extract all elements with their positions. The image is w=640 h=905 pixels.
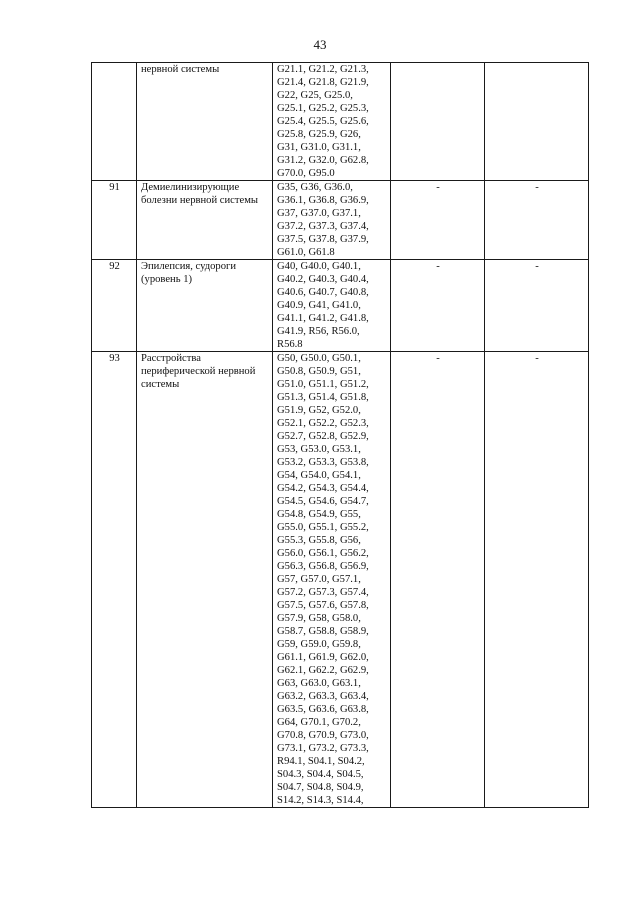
code-line: G73.1, G73.2, G73.3, [277, 743, 369, 754]
code-line: G21.1, G21.2, G21.3, [277, 64, 369, 75]
code-line: G41.1, G41.2, G41.8, [277, 313, 369, 324]
column-a-value: - [391, 181, 485, 260]
code-line: G40.2, G40.3, G40.4, [277, 274, 369, 285]
code-line: G54.5, G54.6, G54.7, [277, 496, 369, 507]
code-line: G53.2, G53.3, G53.8, [277, 457, 369, 468]
code-line: S14.2, S14.3, S14.4, [277, 795, 364, 806]
code-line: S04.3, S04.4, S04.5, [277, 769, 364, 780]
table-body [92, 63, 589, 808]
code-line: G40.9, G41, G41.0, [277, 300, 361, 311]
code-line: G57.9, G58, G58.0, [277, 613, 361, 624]
code-line: G63, G63.0, G63.1, [277, 678, 361, 689]
code-line: G50.8, G50.9, G51, [277, 366, 361, 377]
column-a-value: - [391, 352, 485, 808]
code-line: G61.1, G61.9, G62.0, [277, 652, 369, 663]
row-number: 91 [92, 181, 137, 260]
code-line: R56.8 [277, 339, 303, 350]
code-line: G57, G57.0, G57.1, [277, 574, 361, 585]
disease-group-name [137, 63, 273, 181]
code-line: G56.3, G56.8, G56.9, [277, 561, 369, 572]
code-line: G37.2, G37.3, G37.4, [277, 221, 369, 232]
code-line: G63.5, G63.6, G63.8, [277, 704, 369, 715]
column-a-value: - [391, 260, 485, 352]
page-number: 43 [313, 37, 327, 52]
code-line: G25.8, G25.9, G26, [277, 129, 361, 140]
code-line: G61.0, G61.8 [277, 247, 335, 258]
code-line: G55.0, G55.1, G55.2, [277, 522, 369, 533]
table-row [92, 352, 589, 808]
code-line: S04.7, S04.8, S04.9, [277, 782, 364, 793]
code-line: G50, G50.0, G50.1, [277, 353, 361, 364]
icd-codes [273, 181, 391, 260]
code-line: G53, G53.0, G53.1, [277, 444, 361, 455]
code-line: G21.4, G21.8, G21.9, [277, 77, 369, 88]
icd-codes [273, 63, 391, 181]
table-row [92, 63, 589, 181]
code-line: G36.1, G36.8, G36.9, [277, 195, 369, 206]
code-line: G25.4, G25.5, G25.6, [277, 116, 369, 127]
disease-group-name [137, 352, 273, 808]
row-number: 92 [92, 260, 137, 352]
code-line: G59, G59.0, G59.8, [277, 639, 361, 650]
code-line: G70.0, G95.0 [277, 168, 335, 179]
code-line: G40.6, G40.7, G40.8, [277, 287, 369, 298]
code-line: G55.3, G55.8, G56, [277, 535, 361, 546]
code-line: G54.2, G54.3, G54.4, [277, 483, 369, 494]
code-line: G52.7, G52.8, G52.9, [277, 431, 369, 442]
code-line: G37.5, G37.8, G37.9, [277, 234, 369, 245]
code-line: G31, G31.0, G31.1, [277, 142, 361, 153]
code-line: G51.3, G51.4, G51.8, [277, 392, 369, 403]
code-line: G35, G36, G36.0, [277, 182, 353, 193]
code-line: G51.9, G52, G52.0, [277, 405, 361, 416]
column-b-value [485, 63, 589, 181]
code-line: G62.1, G62.2, G62.9, [277, 665, 369, 676]
name-line: Демиелинизирующие [141, 182, 240, 193]
table-row [92, 181, 589, 260]
code-line: G22, G25, G25.0, [277, 90, 353, 101]
code-line: G58.7, G58.8, G58.9, [277, 626, 369, 637]
column-b-value: - [485, 260, 589, 352]
code-line: G25.1, G25.2, G25.3, [277, 103, 369, 114]
code-line: G31.2, G32.0, G62.8, [277, 155, 369, 166]
name-line: периферической нервной [141, 366, 256, 377]
code-line: G52.1, G52.2, G52.3, [277, 418, 369, 429]
code-line: G37, G37.0, G37.1, [277, 208, 361, 219]
code-line: G54.8, G54.9, G55, [277, 509, 361, 520]
code-line: G70.8, G70.9, G73.0, [277, 730, 369, 741]
row-number [92, 63, 137, 181]
row-number: 93 [92, 352, 137, 808]
diagnosis-table [91, 62, 589, 808]
column-b-value: - [485, 181, 589, 260]
column-a-value [391, 63, 485, 181]
name-line: Расстройства [141, 353, 201, 364]
code-line: G57.2, G57.3, G57.4, [277, 587, 369, 598]
name-line: (уровень 1) [141, 274, 193, 285]
code-line: G54, G54.0, G54.1, [277, 470, 361, 481]
code-line: G51.0, G51.1, G51.2, [277, 379, 369, 390]
icd-codes [273, 352, 391, 808]
name-line: нервной системы [141, 64, 220, 75]
table-row [92, 260, 589, 352]
code-line: G57.5, G57.6, G57.8, [277, 600, 369, 611]
code-line: G40, G40.0, G40.1, [277, 261, 361, 272]
name-line: болезни нервной системы [141, 195, 259, 206]
code-line: G63.2, G63.3, G63.4, [277, 691, 369, 702]
disease-group-name [137, 181, 273, 260]
name-line: Эпилепсия, судороги [141, 261, 237, 272]
disease-group-name [137, 260, 273, 352]
code-line: R94.1, S04.1, S04.2, [277, 756, 365, 767]
code-line: G56.0, G56.1, G56.2, [277, 548, 369, 559]
code-line: G64, G70.1, G70.2, [277, 717, 361, 728]
name-line: системы [141, 379, 180, 390]
code-line: G41.9, R56, R56.0, [277, 326, 360, 337]
icd-codes [273, 260, 391, 352]
column-b-value: - [485, 352, 589, 808]
